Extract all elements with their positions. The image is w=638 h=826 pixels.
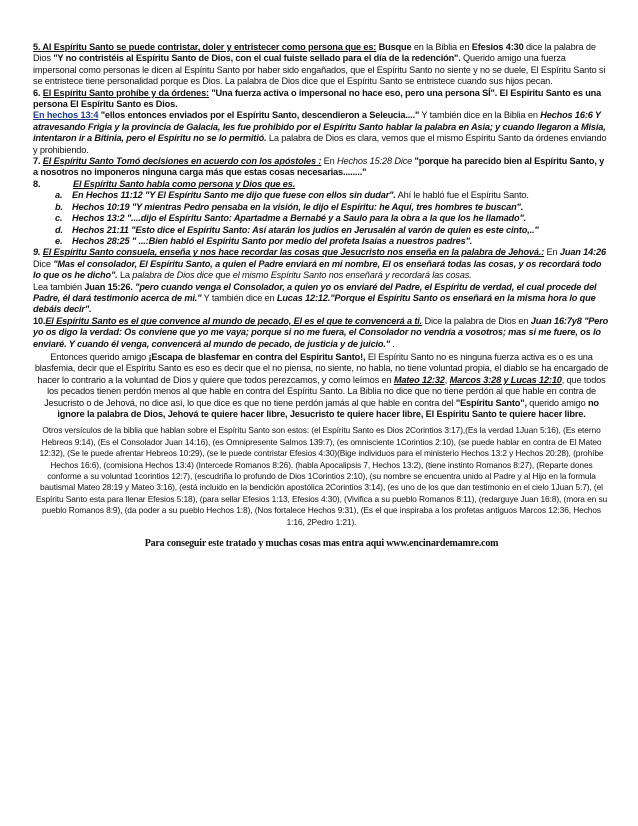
point-9b-quote: "pero cuando venga el Consolador, a quien yo os enviaré del Padre, el Espíritu de verdad, el cual procede del Padre, él dará testimonio acerca de mi." (33, 281, 597, 303)
point-8-item-quote: "....dijo el Espíritu Santo: Apartadme a Bernabé y a Saulo para la obra a la que los he llamado". (124, 213, 527, 224)
point-9b-quote2: Lucas 12:12."Porque el Espíritu Santo os enseñará en la misma hora lo que debáis decir". (33, 292, 596, 315)
point-9-text-italic: palabra de Dios dice que el mismo Espíritu Santo nos enseñará y recordará las cosas. (132, 270, 472, 281)
point-8-heading: El Espíritu Santo habla como persona y Dios que es. (73, 178, 296, 189)
point-8-item (33, 202, 610, 213)
point-6-number: 6. (33, 87, 43, 98)
point-10-heading: El Espíritu Santo es el que convence al mundo de pecado, El es el que te convencerá a ti. (45, 315, 423, 326)
point-7-heading: El Espíritu Santo Tomó decisiones en acuerdo con los apóstoles : (42, 156, 322, 167)
point-8-item-letter: b. (55, 201, 63, 212)
point-8-item-letter: a. (55, 190, 63, 201)
point-8-item-text (72, 225, 539, 236)
closing-bold: "Espíritu Santo", (455, 397, 527, 408)
point-9-text: En (544, 247, 560, 258)
point-7-number: 7. (33, 156, 43, 167)
point-8-item (33, 190, 610, 201)
closing-ref-marcos: Marcos 3:28 y Lucas 12:10 (449, 374, 562, 385)
point-8-item-quote: "Y mientras Pedro pensaba en la visión, le dijo el Espíritu: he Aquí, tres hombres te buscan". (129, 201, 524, 212)
point-8-item-ref: Hechos 13:2 (72, 213, 125, 224)
point-6-text: La palabra de Dios es clara, vemos que el mismo Espíritu Santo da órdenes enviando y prohibiendo. (33, 133, 607, 155)
point-5-quote: "Y no contristéis al Espíritu Santo de Dios, con el cual fuiste sellado para el día de la redención". (53, 53, 461, 64)
point-8-list (33, 190, 610, 247)
closing-paragraph (33, 352, 610, 420)
closing-text: , que todos los pecados tienen perdón menos al que hable en contra del Espíritu Santo. La Biblia no dice que no tiene perdón al que hable en contra de Jesucristo o de Jehová, no dice así, lo que dice es que no tiene perdón jamás al que hable en contra del (44, 374, 606, 408)
closing-text: El Espíritu Santo no es ninguna fuerza activa es o es una blasfemia, decir que el Espíritu Santo es eso es decir que el no piensa, no siente, no habla, no tiene voluntad propia, el diablo se ha encargado de hacer lo contrario a la voluntad de Dios y quiere que todos perezcamos, y como leímos en (34, 351, 609, 385)
point-6 (33, 88, 610, 111)
point-9b-text: Lea también (33, 281, 85, 292)
point-9b-ref: Juan 15:26. (84, 281, 133, 292)
point-8-item-letter: c. (55, 213, 63, 224)
point-8-item-text (72, 213, 526, 224)
point-6-text: "Una fuerza activa o impersonal no hace eso, pero una persona SÍ". El Espíritu Santo es una persona El Espíritu Santo es Dios. (33, 87, 602, 110)
point-7-ref: Hechos 15:28 (337, 156, 392, 167)
point-8-item-text (72, 190, 529, 201)
point-9-number: 9. (33, 247, 43, 258)
closing-text: , (444, 374, 450, 385)
point-10-quote: "Pero yo os digo la verdad: Os conviene que yo me vaya; porque si no me fuera, el Consolador no vendría a vosotros; mas si me fuere, os lo enviaré. Y cuando él venga, convencerá al mundo de pecado, de justicia y de juicio." (33, 315, 609, 349)
point-8-item-letter: e. (55, 235, 63, 246)
point-7-quote: "porque ha parecido bien al Espíritu Santo, y a nosotros no imponeros ninguna carga más que estas cosas necesarias........" (33, 156, 605, 178)
point-8-item-tail: Ahí le habló fue el Espíritu Santo. (395, 190, 529, 201)
point-10-text: Dice la palabra de Dios en (422, 315, 531, 326)
point-7 (33, 156, 610, 179)
point-8-item-ref: Hechos 28:25 (72, 235, 130, 246)
point-8-item-letter: d. (55, 224, 63, 235)
point-5 (33, 42, 610, 88)
point-8-item-text (72, 236, 472, 247)
point-6-body (33, 110, 610, 156)
point-9-ref: Juan 14:26 (559, 247, 606, 258)
point-9-quote: "Mas el consolador, El Espíritu Santo, a quien el Padre enviará en mi nombre, El os enseñará todas las cosas, y os recordará todo lo que os he dicho". (33, 258, 602, 281)
point-8-item-quote: "Y El Espíritu Santo me dijo que fuese con ellos sin dudar". (142, 190, 396, 201)
closing-bold: no ignore la palabra de Dios, Jehová te quiere hacer libre, Jesucristo te quiere hacer libre, El Espíritu Santo te quiere hacer libre. (57, 397, 599, 419)
point-9b-text: Y también dice en (201, 292, 277, 303)
point-9-heading: El Espíritu Santo consuela, enseña y nos hace recordar las cosas que Jesucristo nos enseña en la palabra de Jehová.: (42, 247, 545, 258)
point-8-item-ref: Hechos 10:19 (72, 201, 130, 212)
point-6-text: Y también dice en la Biblia en (419, 110, 541, 121)
closing-text: Entonces querido amigo (50, 351, 149, 362)
point-9-text: Dice (33, 258, 54, 269)
point-6-heading: El Espíritu Santo prohíbe y da órdenes: (42, 87, 209, 98)
closing-ref-mateo: Mateo 12:32 (393, 374, 445, 385)
point-10 (33, 316, 610, 350)
point-8-number: 8. (33, 178, 41, 189)
point-8-item-quote: " ...:Bien habló el Espíritu Santo por medio del profeta Isaías a nuestros padres". (129, 235, 473, 246)
footer-link[interactable]: Para conseguir este tratado y muchas cosas mas entra aqui www.encinardemamre.com (144, 538, 499, 550)
point-7-text: En (321, 156, 338, 167)
point-10-ref: Juan 16:7y8 (530, 315, 582, 326)
point-5-text: dice la palabra de Dios (33, 42, 596, 64)
point-8-item (33, 236, 610, 247)
point-10-number: 10. (33, 315, 46, 326)
point-6-quote2: Hechos 16:6 Y atravesando Frigia y la provincia de Galacia, les fue prohibido por el Espíritu Santo hablar la palabra en Asia; y cuando llegaron a Misia, intentaron ir a Bitinia, pero el Espíritu no se lo permitió. (33, 110, 606, 144)
point-8-item-quote: "Esto dice el Espíritu Santo: Así atarán los judíos en Jerusalén al varón de quien es este cinto,.." (128, 224, 539, 235)
point-9-body (33, 282, 610, 316)
point-5-text: en la Biblia en (411, 42, 472, 52)
references-paragraph: Otros versículos de la biblia que hablan sobre el Espíritu Santo son estos: (el Espíritu Santo es Dios 2Corintios 3:17),(Es la verdad 1Juan 5:16), (Es eterno Hebreos 9:14), (Es el Consolador Juan 14:16), (es Omnipresente Salmos 139:7), (es omnisciente 1Corintios 2:10), (se puede hablar en contra de El Mateo 12:32), (Se le puede afrentar Hebreos 10:29), (se le puede contristar Efesios 4:30)(Bige individuos para el ministerio Hechos 13:2 y Hechos 20:28), (prohíbe Hechos 16:6), (comisiona Hechos 13:4) (Intercede Romanos 8:26). (habla Apocalipsis 7, Hechos 13:2), (tiene instinto Romanos 8:27), (Reparte dones conforme a su voluntad 1corintios 12:7), (escudriña lo profundo de Dios 1Corintios 2:10), (su nombre se encuentra unido al Padre y al Hijo en la formula bautismal Mateo 28:19 y Mateo 3:16), (está incluido en la bendición apostólica 2Corintios 3:14), (es uno de los que dan testimonio en el cielo 1Juan 5:7), (el Espíritu Santo esta para llenar Efesios 5:18), (para sellar Efesios 1:13, Efesios 4:30), (Vivifica a su pueblo Romanos 8:11), (redarguye Juan 16:8), (mora en su pueblo Romanos 8:9), (da poder a su pueblo Hechos 1:8), (Nos fortalece Hechos 9:31), (Es el que inspiraba a los profetas antiguos Marcos 12:36, Hechos 1:16, 2Pedro 1:21). (35, 425, 608, 527)
point-10-text: . (390, 338, 395, 349)
point-9-text: La (117, 270, 133, 281)
closing-text: querido amigo (526, 397, 588, 408)
point-8-item (33, 225, 610, 236)
point-7-text: Dice (391, 156, 415, 167)
point-5-heading: 5. Al Espíritu Santo se puede contristar, doler y entristecer como persona que es: (33, 42, 377, 52)
point-6-ref: En hechos 13:4 (33, 110, 99, 121)
point-8-item (33, 213, 610, 224)
point-5-text: Querido amigo una fuerza impersonal como personas le dicen al Espíritu Santo por haber sido engañados, que el Espíritu Santo no siente y no se duele, El Espíritu Santo si se entristece tiene personalidad porque es Dios. La palabra de Dios dice que el Espíritu Santo se entristece cuando sus hijos pecan. (33, 53, 606, 87)
point-8 (33, 179, 610, 190)
document-page (33, 42, 610, 549)
closing-bold: ¡Escapa de blasfemar en contra del Espíritu Santo!, (148, 351, 366, 362)
point-8-item-ref: En Hechos 11:12 (72, 190, 143, 201)
point-8-item-text (72, 202, 523, 213)
point-8-item-ref: Hechos 21:11 (72, 224, 129, 235)
point-9 (33, 247, 610, 281)
point-6-quote: "ellos entonces enviados por el Espíritu Santo, descendieron a Seleucia...." (98, 110, 420, 121)
point-5-ref: Efesios 4:30 (471, 42, 524, 52)
point-5-text: Busque (376, 42, 412, 52)
